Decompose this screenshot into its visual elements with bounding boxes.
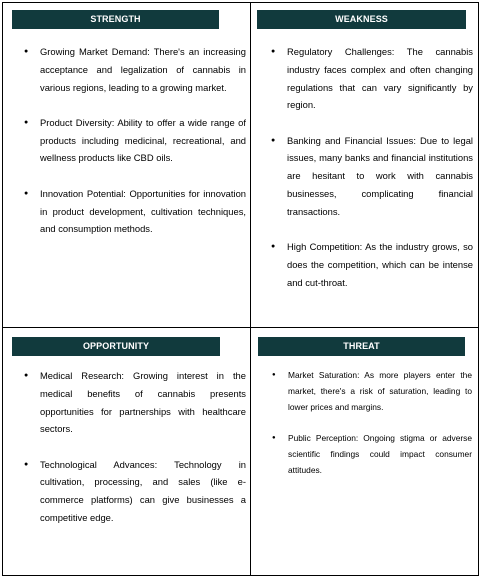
strength-cell xyxy=(3,3,250,327)
strength-list xyxy=(24,43,246,238)
threat-list xyxy=(272,367,472,478)
list-item: ● Regulatory Challenges: The cannabis industry faces complex and often changing regulations that can vary significantly by region. xyxy=(271,43,473,114)
opportunity-list xyxy=(24,367,246,527)
list-item: ● Medical Research: Growing interest in the medical benefits of cannabis presents opportunities for partnerships with healthcare sectors. xyxy=(24,367,246,438)
list-item: ● Public Perception: Ongoing stigma or adverse scientific findings could impact consumer attitudes. xyxy=(272,430,472,478)
list-item: ● Innovation Potential: Opportunities for innovation in product development, cultivation techniques, and consumption methods. xyxy=(24,185,246,238)
strength-header: STRENGTH xyxy=(12,10,219,29)
weakness-header: WEAKNESS xyxy=(257,10,466,29)
threat-cell xyxy=(251,328,478,575)
opportunity-header: OPPORTUNITY xyxy=(12,337,220,356)
weakness-cell xyxy=(251,3,478,327)
list-item: ● Product Diversity: Ability to offer a wide range of products including medicinal, recreational, and wellness products like CBD oils. xyxy=(24,114,246,167)
list-item: ● Technological Advances: Technology in cultivation, processing, and sales (like e-commerce platforms) can give businesses a competitive edge. xyxy=(24,456,246,527)
opportunity-cell xyxy=(3,328,250,575)
threat-header: THREAT xyxy=(258,337,465,356)
list-item: ● Market Saturation: As more players enter the market, there's a risk of saturation, leading to lower prices and margins. xyxy=(272,367,472,415)
weakness-list xyxy=(271,43,473,292)
list-item: ● Banking and Financial Issues: Due to legal issues, many banks and financial institutions are hesitant to work with cannabis businesses, complicating financial transactions. xyxy=(271,132,473,221)
list-item: ● High Competition: As the industry grows, so does the competition, which can be intense and cut-throat. xyxy=(271,238,473,291)
list-item: ● Growing Market Demand: There's an increasing acceptance and legalization of cannabis in various regions, leading to a growing market. xyxy=(24,43,246,96)
